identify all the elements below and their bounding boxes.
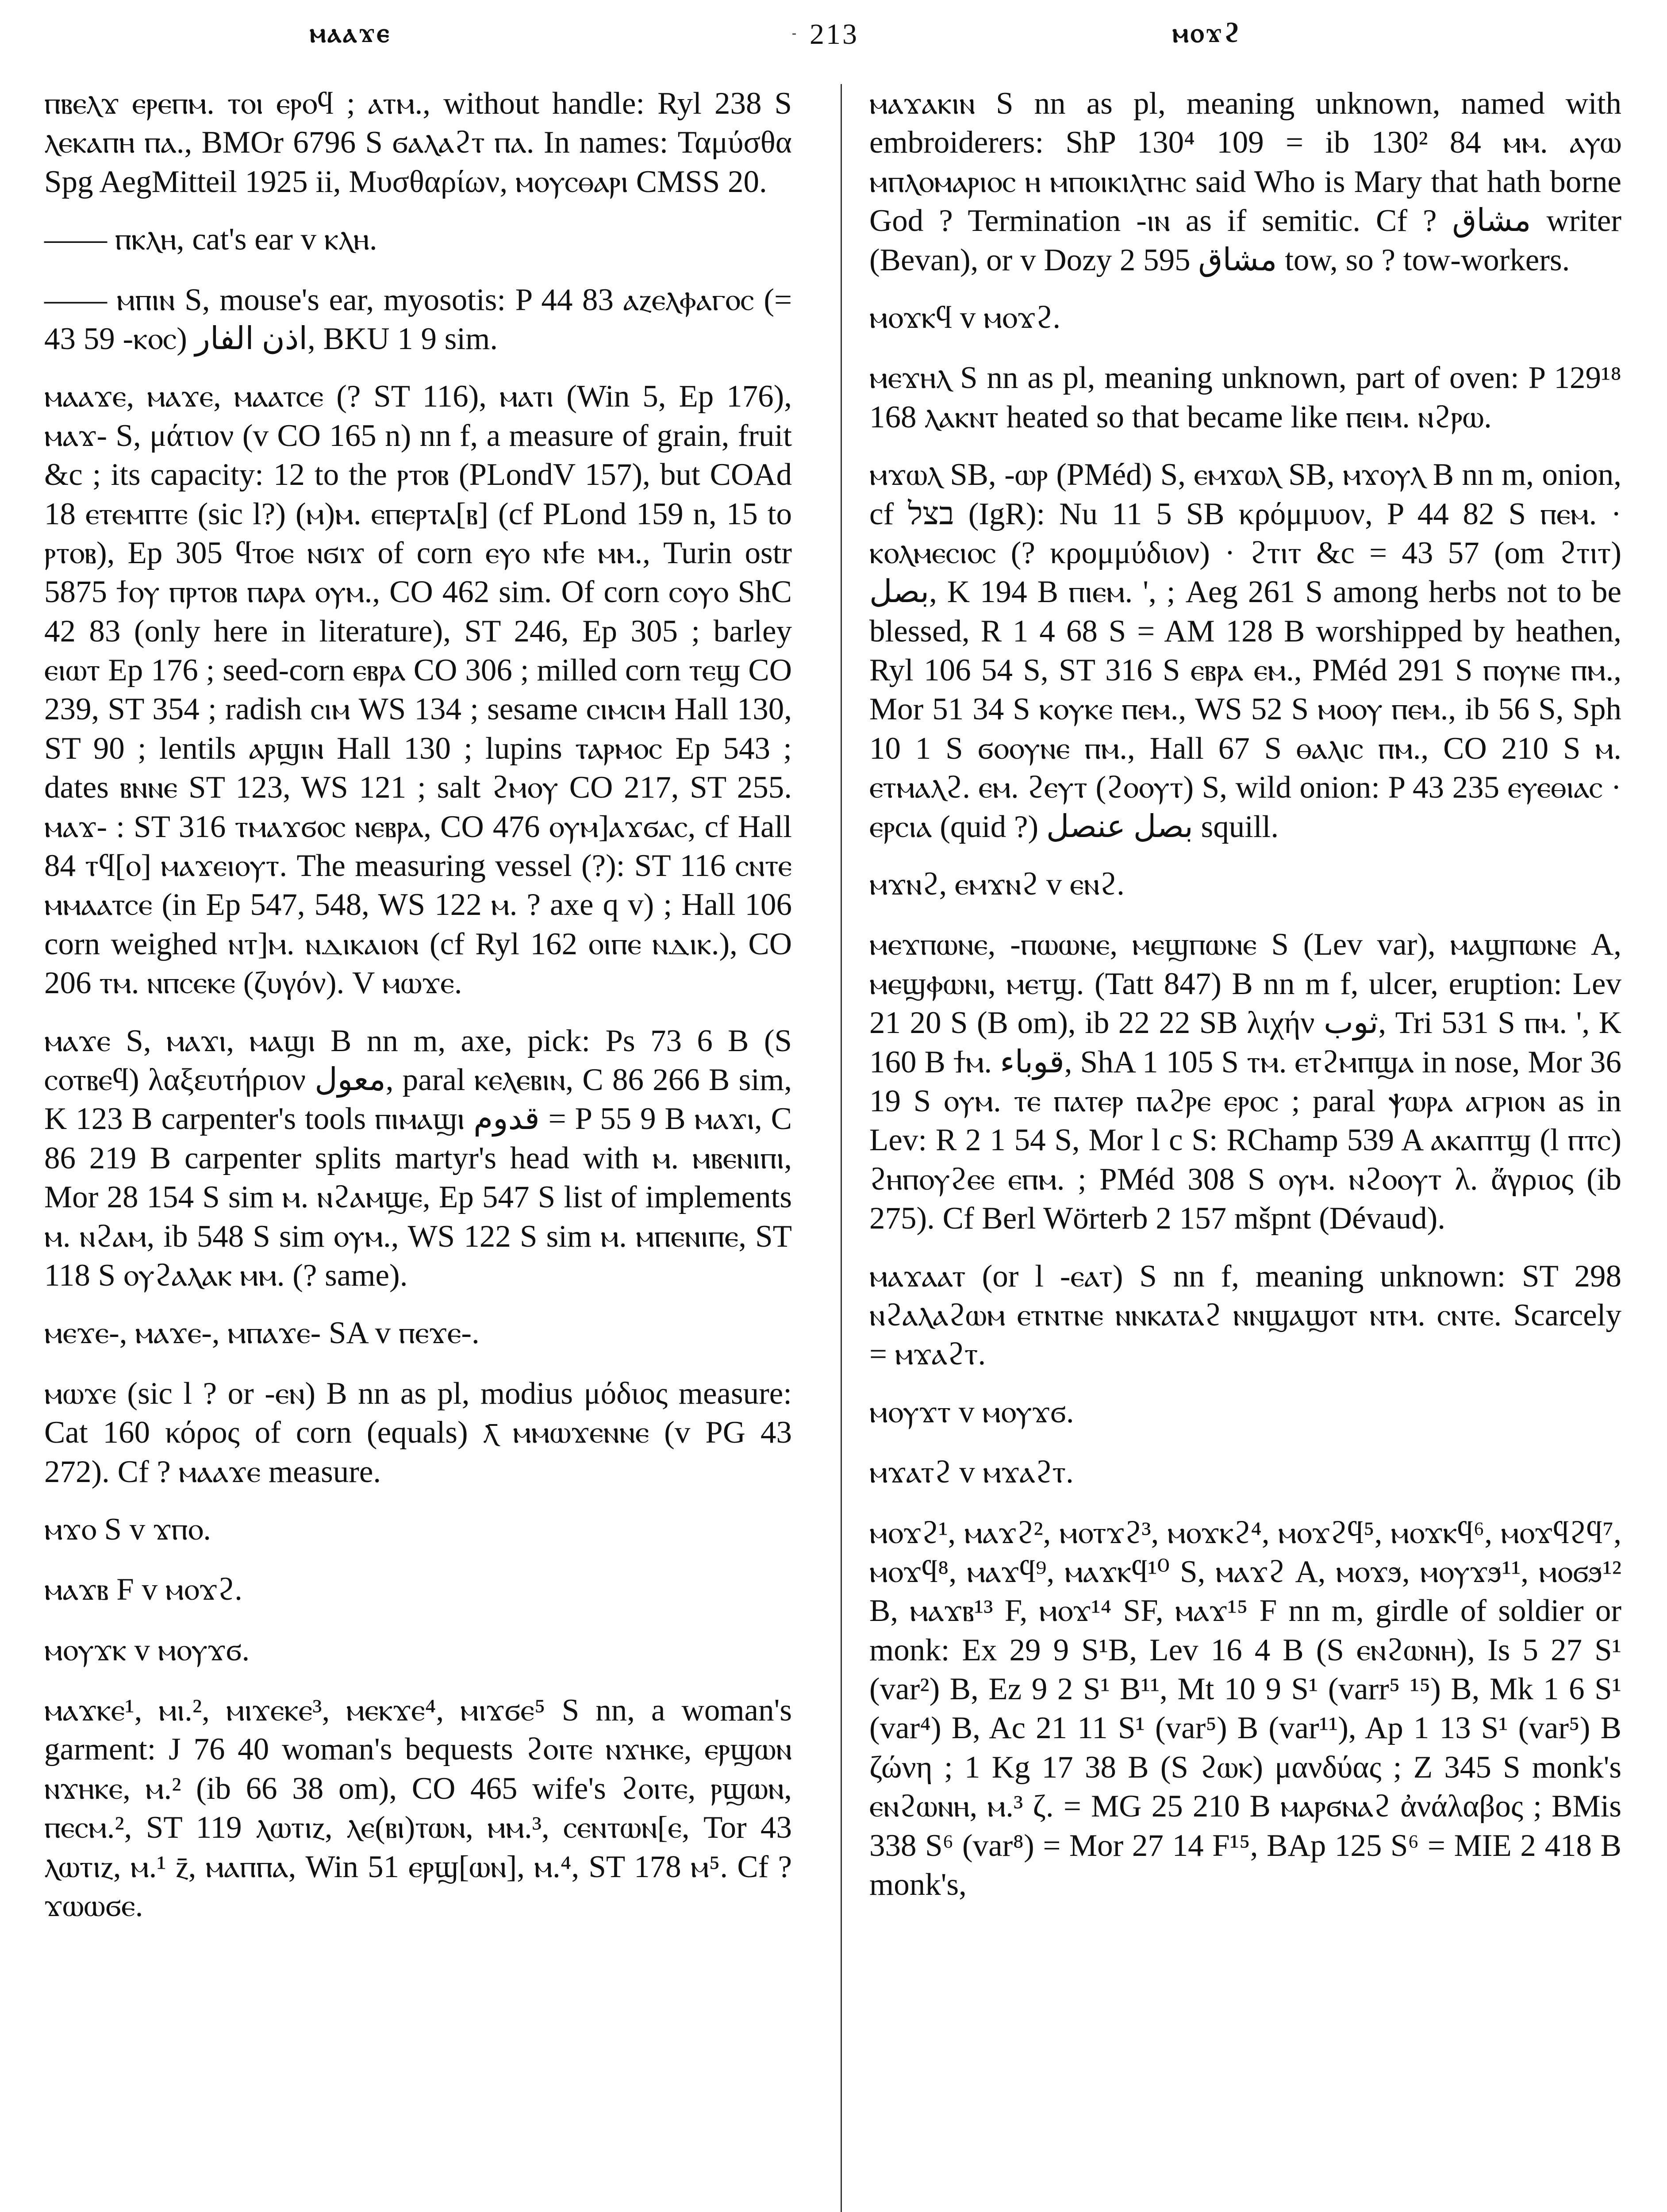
entry: —— ⲡⲕⲗⲏ, cat's ear v ⲕⲗⲏ. (44, 222, 377, 257)
entry: ⲙⲁϫⲁⲁⲧ (or l -ⲉⲁⲧ) S nn f, meaning unknown: ST 298 ⲛϩⲁⲗⲁϩⲱⲙ ⲉⲧⲛⲧⲛⲉ ⲛⲛⲕⲁⲧⲁϩ ⲛⲛϣⲁϣⲟⲧ ⲛⲧⲙ. ⲥⲛⲧⲉ. Scarcely = ⲙϫⲁϩⲧ. (869, 1259, 1621, 1372)
entry: ⲙⲟϫⲕϥ v ⲙⲟϫϩ. (869, 300, 1061, 335)
entry: —— ⲙⲡⲓⲛ S, mouse's ear, myosotis: P 44 83 ⲁⲍⲉⲗⲫⲁⲅⲟⲥ (= 43 59 -ⲕⲟⲥ) اذن الفار, BKU 1 9 sim. (44, 282, 792, 356)
entry: ⲙⲁϫⲉ S, ⲙⲁϫⲓ, ⲙⲁϣⲓ B nn m, axe, pick: Ps 73 6 B (S ⲥⲟⲧⲃⲉϥ) λαξευτήριον معول, paral ⲕⲉⲗⲉⲃⲓⲛ, C 86 266 B sim, K 123 B carpenter's tools ⲡⲓⲙⲁϣⲓ قدوم = P 55 9 B ⲙⲁϫⲓ, C 86 219 B carpenter splits martyr's head with ⲙ. ⲙⲃⲉⲛⲓⲡⲓ, Mor 28 154 S sim ⲙ. ⲛϩⲁⲙϣⲉ, Ep 547 S list of implements ⲙ. ⲛϩⲁⲙ, ib 548 S sim ⲟⲩⲙ., WS 122 S sim ⲙ. ⲙⲡⲉⲛⲓⲡⲉ, ST 118 S ⲟⲩϩⲁⲗⲁⲕ ⲙⲙ. (? same). (44, 1023, 792, 1293)
column-divider (841, 84, 842, 2212)
entry: ⲙⲁϫⲃ F v ⲙⲟϫϩ. (44, 1572, 242, 1607)
entry: ⲙⲉϫⲉ-, ⲙⲁϫⲉ-, ⲙⲡⲁϫⲉ- SA v ⲡⲉϫⲉ-. (44, 1316, 480, 1351)
entry: ⲙⲁϫⲕⲉ¹, ⲙⲓ.², ⲙⲓϫⲉⲕⲉ³, ⲙⲉⲕϫⲉ⁴, ⲙⲓϫϭⲉ⁵ S nn, a woman's garment: J 76 40 woman's bequests ϩⲟⲓⲧⲉ ⲛϫⲏⲕⲉ, ⲉⲣϣⲱⲛ ⲛϫⲏⲕⲉ, ⲙ.² (ib 66 38 om), CO 465 wife's ϩⲟⲓⲧⲉ, ⲣϣⲱⲛ, ⲡⲉⲥⲙ.², ST 119 ⲗⲱⲧⲓⲍ, ⲗⲉ(ⲃⲓ)ⲧⲱⲛ, ⲙⲙ.³, ⲥⲉⲛⲧⲱⲛ[ⲉ, Tor 43 ⲗⲱⲧⲓⲍ, ⲙ.¹ ⲍ̄, ⲙⲁⲡⲡⲁ, Win 51 ⲉⲣϣ[ⲱⲛ], ⲙ.⁴, ST 178 ⲙ⁵. Cf ? ϫⲱⲱϭⲉ. (44, 1693, 792, 1924)
entry: ⲡⲃⲉⲗϫ ⲉⲣⲉⲡⲙ. ⲧⲟⲓ ⲉⲣⲟϥ ; ⲁⲧⲙ., without handle: Ryl 238 S ⲗⲉⲕⲁⲡⲏ ⲡⲁ., BMOr 6796 S ϭⲁⲗⲁϩⲧ ⲡⲁ. In names: Ταμύσθα Spg AegMitteil 1925 ii, Μυσθαρίων, ⲙⲟⲩⲥⲑⲁⲣⲓ CMSS 20. (44, 86, 792, 199)
entry: ⲙⲉϫⲏⲗ S nn as pl, meaning unknown, part of oven: P 129¹⁸ 168 ⲗⲁⲕⲛⲧ heated so that became like ⲡⲉⲓⲙ. ⲛϩⲣⲱ. (869, 361, 1621, 434)
left-column (44, 84, 792, 1944)
running-head-right: ⲙⲟϫϩ (1172, 18, 1242, 48)
right-column (869, 84, 1621, 1923)
entry: ⲙⲟϫϩ¹, ⲙⲁϫϩ², ⲙⲟⲧϫϩ³, ⲙⲟϫⲕϩ⁴, ⲙⲟϫϩϥ⁵, ⲙⲟϫⲕϥ⁶, ⲙⲟϫϥϩϥ⁷, ⲙⲟϫϥ⁸, ⲙⲁϫϥ⁹, ⲙⲁϫⲕϥ¹⁰ S, ⲙⲁϫϩ A, ⲙⲟϫϧ, ⲙⲟⲩϫϧ¹¹, ⲙⲟϭϧ¹² B, ⲙⲁϫⲃ¹³ F, ⲙⲟϫ¹⁴ SF, ⲙⲁϫ¹⁵ F nn m, girdle of soldier or monk: Ex 29 9 S¹B, Lev 16 4 B (S ⲉⲛϩⲱⲛⲏ), Is 5 27 S¹ (var²) B, Ez 9 2 S¹ B¹¹, Mt 10 9 S¹ (varr⁵ ¹⁵) B, Mk 1 6 S¹ (var⁴) B, Ac 21 11 S¹ (var⁵) B (var¹¹), Ap 1 13 S¹ (var⁵) B ζώνη ; 1 Kg 17 38 B (S ϩⲱⲕ) μανδύας ; Z 345 S monk's ⲉⲛϩⲱⲛⲏ, ⲙ.³ ζ. = MG 25 210 B ⲙⲁⲣϭⲛⲁϩ ἀνάλαβος ; BMis 338 S⁶ (var⁸) = Mor 27 14 F¹⁵, BAp 125 S⁶ = MIE 2 418 B monk's, (869, 1515, 1621, 1902)
entry: ⲙϫⲁⲧϩ v ⲙϫⲁϩⲧ. (869, 1455, 1074, 1490)
entry: ⲙⲱϫⲉ (sic l ? or -ⲉⲛ) B nn as pl, modius μόδιος measure: Cat 160 κόρος of corn (equals) ⲗ̄ ⲙⲙⲱϫⲉⲛⲛⲉ (v PG 43 272). Cf ? ⲙⲁⲁϫⲉ measure. (44, 1376, 792, 1489)
entry: ⲙϫⲛϩ, ⲉⲙϫⲛϩ v ⲉⲛϩ. (869, 867, 1125, 902)
entry: ⲙϫⲱⲗ SB, -ⲱⲣ (PMéd) S, ⲉⲙϫⲱⲗ SB, ⲙϫⲟⲩⲗ B nn m, onion, cf בצל (IgR): Nu 11 5 SB κρόμμυον, P 44 82 S ⲡⲉⲙ. · ⲕⲟⲗⲙⲉⲥⲓⲟⲥ (? κρομμύδιον) · ϩⲧⲓⲧ &c = 43 57 (om ϩⲧⲓⲧ) بصل, K 194 B ⲡⲓⲉⲙ. ', ; Aeg 261 S among herbs not to be blessed, R 1 4 68 S = AM 128 B worshipped by heathen, Ryl 106 54 S, ST 316 S ⲉⲃⲣⲁ ⲉⲙ., PMéd 291 S ⲡⲟⲩⲛⲉ ⲡⲙ., Mor 51 34 S ⲕⲟⲩⲕⲉ ⲡⲉⲙ., WS 52 S ⲙⲟⲟⲩ ⲡⲉⲙ., ib 56 S, Sph 10 1 S ϭⲟⲟⲩⲛⲉ ⲡⲙ., Hall 67 S ⲑⲁⲗⲓⲥ ⲡⲙ., CO 210 S ⲙ. ⲉⲧⲙⲁⲗϩ. ⲉⲙ. ϩⲉⲩⲧ (ϩⲟⲟⲩⲧ) S, wild onion: P 43 235 ⲉⲩⲉⲑⲓⲁⲥ · ⲉⲣⲥⲓⲁ (quid ?) بصل عنصل squill. (869, 457, 1621, 844)
running-head-left: ⲙⲁⲁϫⲉ (310, 18, 391, 48)
entry: ⲙⲟⲩϫⲧ v ⲙⲟⲩϫϭ. (869, 1394, 1074, 1429)
running-head-mark: - (792, 26, 796, 40)
entry: ⲙϫⲟ S v ϫⲡⲟ. (44, 1512, 211, 1547)
entry: ⲙⲉϫⲡⲱⲛⲉ, -ⲡⲱⲱⲛⲉ, ⲙⲉϣⲡⲱⲛⲉ S (Lev var), ⲙⲁϣⲡⲱⲛⲉ A, ⲙⲉϣⲫⲱⲛⲓ, ⲙⲉⲧϣ. (Tatt 847) B nn m f, ulcer, eruption: Lev 21 20 S (B om), ib 22 22 SB λιχήν ثوب, Tri 531 S ⲡⲙ. ', K 160 B ϯⲙ. قوباء, ShA 1 105 S ⲧⲙ. ⲉⲧϩⲙⲡϣⲁ in nose, Mor 36 19 S ⲟⲩⲙ. ⲧⲉ ⲡⲁⲧⲉⲣ ⲡⲁϩⲣⲉ ⲉⲣⲟⲥ ; paral ⲯⲱⲣⲁ ⲁⲅⲣⲓⲟⲛ as in Lev: R 2 1 54 S, Mor l c S: RChamp 539 A ⲁⲕⲁⲡⲧϣ (l ⲡⲧⲥ) ϩⲏⲡⲟⲩϩⲉⲉ ⲉⲡⲙ. ; PMéd 308 S ⲟⲩⲙ. ⲛϩⲟⲟⲩⲧ λ. ἄγριος (ib 275). Cf Berl Wörterb 2 157 mšpnt (Dévaud). (869, 927, 1621, 1236)
entry: ⲙⲁϫⲁⲕⲓⲛ S nn as pl, meaning unknown, named with embroiderers: ShP 130⁴ 109 = ib 130² 84 ⲙⲙ. ⲁⲩⲱ ⲙⲡⲗⲟⲙⲁⲣⲓⲟⲥ ⲏ ⲙⲡⲟⲓⲕⲓⲗⲧⲏⲥ said Who is Mary that hath borne God ? Termination -ⲓⲛ as if semitic. Cf ? مشاق writer (Bevan), or v Dozy 2 595 مشاق tow, so ? tow-workers. (869, 86, 1621, 277)
entry: ⲙⲟⲩϫⲕ v ⲙⲟⲩϫϭ. (44, 1632, 250, 1667)
entry: ⲙⲁⲁϫⲉ, ⲙⲁϫⲉ, ⲙⲁⲁⲧⲥⲉ (? ST 116), ⲙⲁⲧⲓ (Win 5, Ep 176), ⲙⲁϫ- S, μάτιον (v CO 165 n) nn f, a measure of grain, fruit &c ; its capacity: 12 to the ⲣⲧⲟⲃ (PLondV 157), but COAd 18 ⲉⲧⲉⲙⲡⲧⲉ (sic l?) (ⲙ)ⲙ. ⲉⲡⲉⲣⲧⲁ[ⲃ] (cf PLond 159 n, 15 to ⲣⲧⲟⲃ), Ep 305 ϥⲧⲟⲉ ⲛϭⲓϫ of corn ⲉⲩⲟ ⲛϯⲉ ⲙⲙ., Turin ostr 5875 ϯⲟⲩ ⲡⲣⲧⲟⲃ ⲡⲁⲣⲁ ⲟⲩⲙ., CO 462 sim. Of corn ⲥⲟⲩⲟ ShC 42 83 (only here in literature), ST 246, Ep 305 ; barley ⲉⲓⲱⲧ Ep 176 ; seed-corn ⲉⲃⲣⲁ CO 306 ; milled corn ⲧⲉϣ CO 239, ST 354 ; radish ⲥⲓⲙ WS 134 ; sesame ⲥⲓⲙⲥⲓⲙ Hall 130, ST 90 ; lentils ⲁⲣϣⲓⲛ Hall 130 ; lupins ⲧⲁⲣⲙⲟⲥ Ep 543 ; dates ⲃⲛⲛⲉ ST 123, WS 121 ; salt ϩⲙⲟⲩ CO 217, ST 255. ⲙⲁϫ- : ST 316 ⲧⲙⲁϫϭⲟⲥ ⲛⲉⲃⲣⲁ, CO 476 ⲟⲩⲙ]ⲁϫϭⲁⲥ, cf Hall 84 ⲧϥ[ⲟ] ⲙⲁϫⲉⲓⲟⲩⲧ. The measuring vessel (?): ST 116 ⲥⲛⲧⲉ ⲙⲙⲁⲁⲧⲥⲉ (in Ep 547, 548, WS 122 ⲙ. ? axe q v) ; Hall 106 corn weighed ⲛⲧ]ⲙ. ⲛⲇⲓⲕⲁⲓⲟⲛ (cf Ryl 162 ⲟⲓⲡⲉ ⲛⲇⲓⲕ.), CO 206 ⲧⲙ. ⲛⲡⲥⲉⲕⲉ (ζυγόν). V ⲙⲱϫⲉ. (44, 379, 792, 1001)
page-number: 213 (810, 18, 859, 50)
